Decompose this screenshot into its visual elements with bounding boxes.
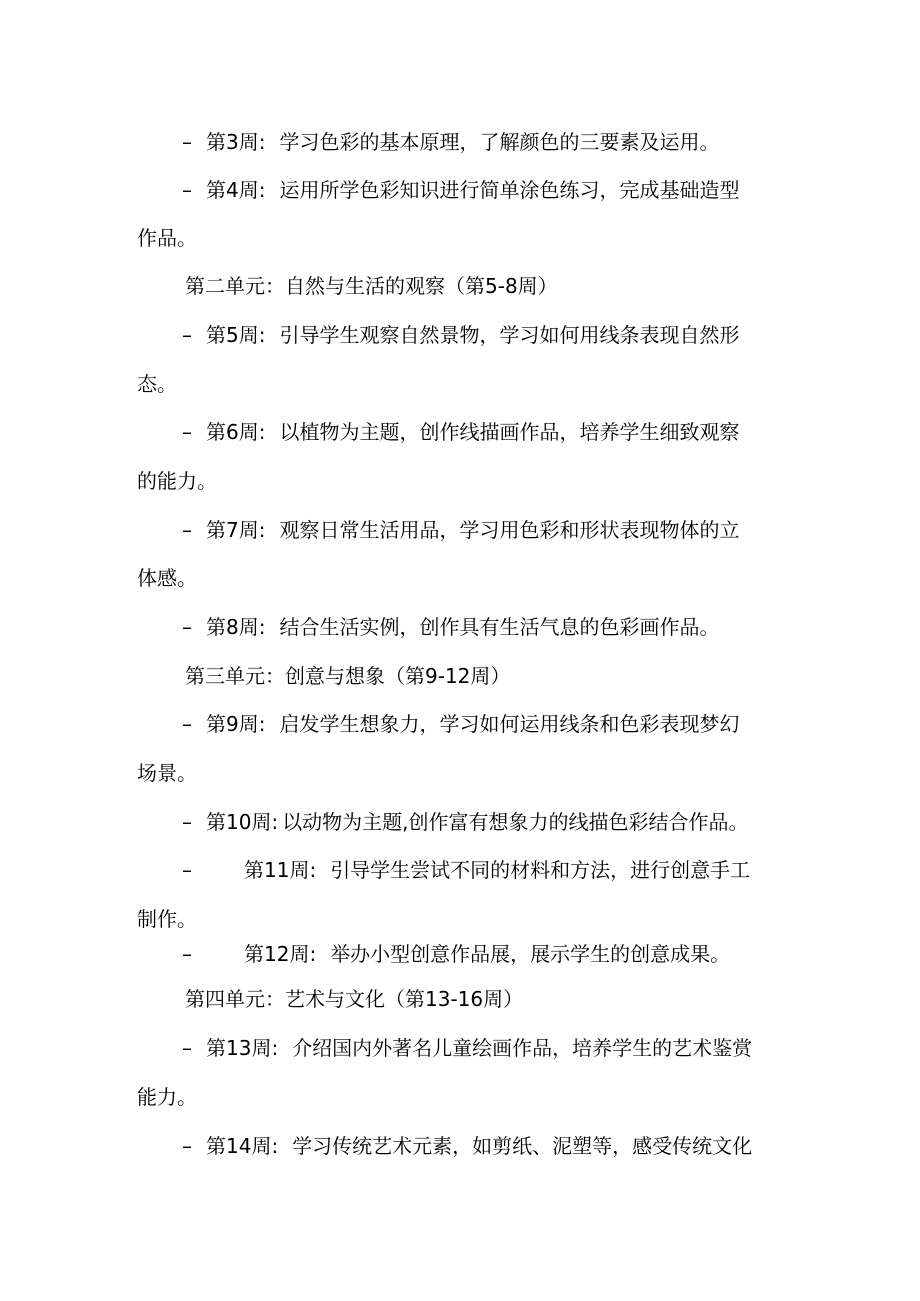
week-text: 学习色彩的基本原理，了解颜色的三要素及运用。	[279, 130, 720, 154]
bullet-dash: –	[182, 712, 192, 736]
week-label: 第14周:	[206, 1134, 279, 1158]
week-label: 第4周:	[206, 178, 266, 202]
week-label: 第12周:	[244, 942, 317, 966]
week-label: 第9周:	[206, 712, 266, 736]
bullet-dash: –	[182, 420, 192, 444]
unit-4-heading: 第四单元：艺术与文化（第13-16周）	[185, 987, 524, 1011]
week-5-item	[182, 323, 739, 347]
bullet-dash: –	[182, 178, 192, 202]
bullet-dash: –	[182, 615, 192, 639]
week-text: 结合生活实例，创作具有生活气息的色彩画作品。	[279, 615, 720, 639]
week-label: 第3周:	[206, 130, 266, 154]
week-10-item	[182, 810, 749, 834]
week-label: 第8周:	[206, 615, 266, 639]
bullet-dash: –	[182, 1134, 192, 1158]
week-label: 第13周:	[206, 1036, 279, 1060]
week-label: 第7周:	[206, 518, 266, 542]
week-4-item	[182, 178, 739, 202]
week-text: 举办小型创意作品展，展示学生的创意成果。	[330, 942, 731, 966]
bullet-dash: –	[182, 1036, 192, 1060]
week-text: 以植物为主题，创作线描画作品，培养学生细致观察	[279, 420, 740, 444]
bullet-dash: –	[182, 323, 192, 347]
week-label: 第6周:	[206, 420, 266, 444]
week-label: 第11周:	[244, 858, 317, 882]
bullet-dash: –	[182, 942, 192, 966]
week-text: 运用所学色彩知识进行简单涂色练习，完成基础造型	[279, 178, 740, 202]
week-text: 引导学生观察自然景物，学习如何用线条表现自然形	[279, 323, 740, 347]
week-13-continuation: 能力。	[137, 1085, 197, 1109]
week-14-item	[182, 1134, 752, 1158]
unit-3-heading: 第三单元：创意与想象（第9-12周）	[185, 664, 511, 688]
week-text: 启发学生想象力，学习如何运用线条和色彩表现梦幻	[279, 712, 740, 736]
bullet-dash: –	[182, 518, 192, 542]
week-3-item	[182, 130, 719, 154]
week-text: 学习传统艺术元素，如剪纸、泥塑等，感受传统文化	[292, 1134, 753, 1158]
week-text: 引导学生尝试不同的材料和方法，进行创意手工	[330, 858, 751, 882]
week-6-item	[182, 420, 739, 444]
week-5-continuation: 态。	[137, 372, 177, 396]
week-13-item	[182, 1036, 752, 1060]
week-11-item	[182, 858, 750, 882]
week-label: 第5周:	[206, 323, 266, 347]
week-6-continuation: 的能力。	[137, 469, 217, 493]
week-9-continuation: 场景。	[137, 761, 197, 785]
week-12-item	[182, 942, 730, 966]
week-text: 观察日常生活用品，学习用色彩和形状表现物体的立	[279, 518, 740, 542]
week-7-item	[182, 518, 739, 542]
week-8-item	[182, 615, 719, 639]
week-4-continuation: 作品。	[137, 226, 197, 250]
unit-2-heading: 第二单元：自然与生活的观察（第5-8周）	[185, 274, 558, 298]
week-label: 第10周:	[206, 810, 279, 834]
week-text: 以动物为主题,创作富有想象力的线描色彩结合作品。	[282, 810, 749, 834]
bullet-dash: –	[182, 858, 192, 882]
week-text: 介绍国内外著名儿童绘画作品，培养学生的艺术鉴赏	[292, 1036, 753, 1060]
week-9-item	[182, 712, 739, 736]
week-7-continuation: 体感。	[137, 566, 197, 590]
week-11-continuation: 制作。	[137, 907, 197, 931]
bullet-dash: –	[182, 810, 192, 834]
bullet-dash: –	[182, 130, 192, 154]
